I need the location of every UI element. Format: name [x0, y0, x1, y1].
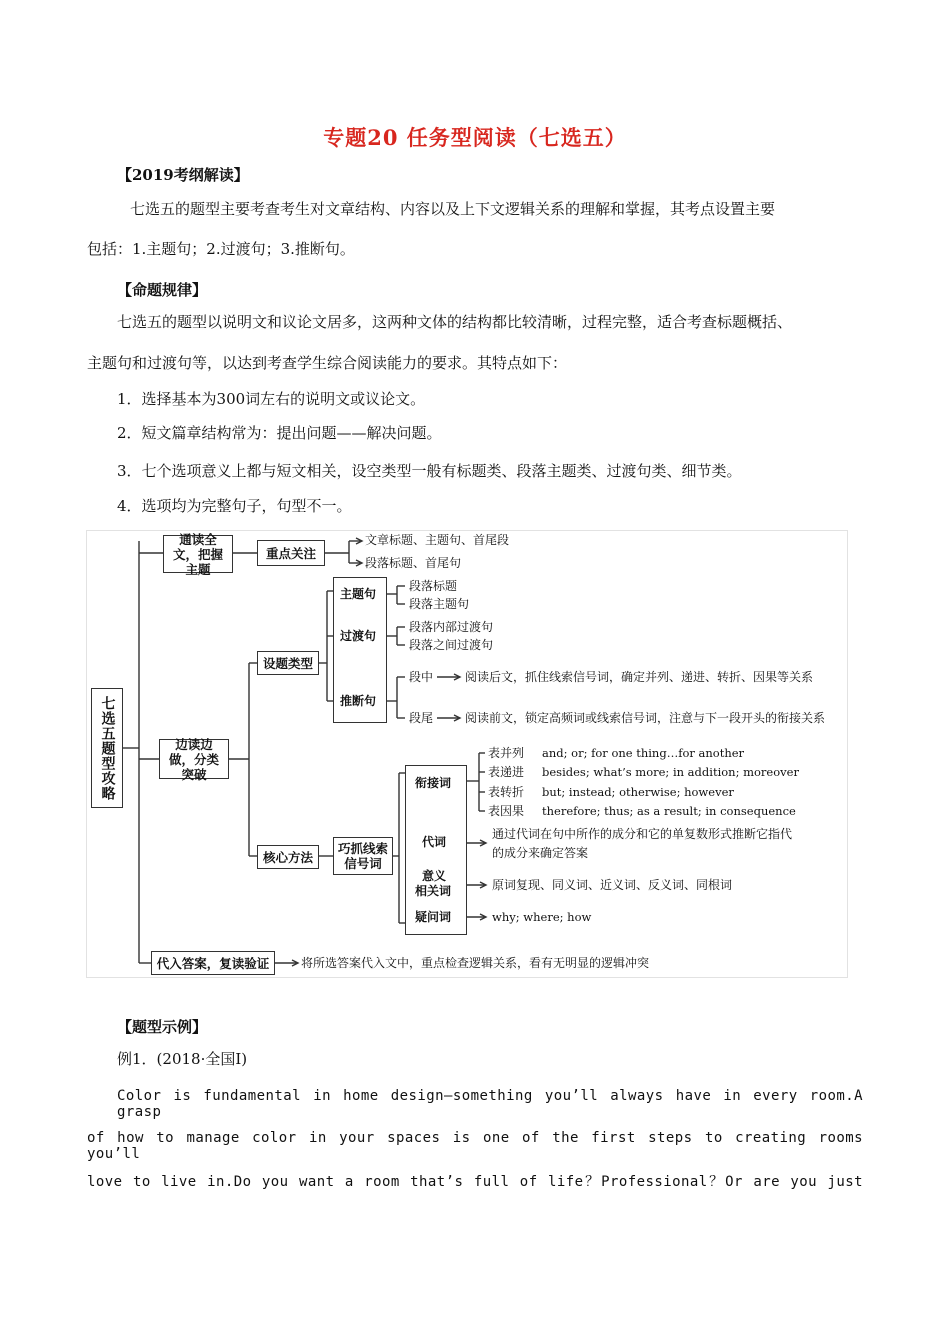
diagram-branch-read-whole [163, 531, 233, 577]
diagram-node-label: 巧抓线索信号词 [338, 841, 389, 871]
diagram-leaf: 段落主题句 [409, 597, 470, 611]
diagram-node-label: 设题类型 [262, 655, 313, 671]
diagram-clue-words [333, 837, 393, 875]
diagram-leaf: 文章标题、主题句、首尾段 [365, 533, 510, 547]
diagram-connect-key: 表递进 [488, 765, 525, 779]
diagram-focus [257, 540, 325, 566]
diagram-connect-key: 表转折 [488, 785, 525, 799]
diagram-connect-key: 表并列 [488, 746, 525, 760]
diagram-infer-mid-text: 阅读后文，抓住线索信号词，确定并列、递进、转折、因果等关系 [465, 670, 814, 684]
diagram-question-text: why; where; how [492, 910, 592, 924]
diagram-meaning1: 意义 [422, 869, 447, 883]
diagram-question-types [257, 651, 319, 675]
example-text-line: Color is fundamental in home design—something you’ll always have in every room.A grasp [117, 1088, 863, 1120]
diagram-trans: 过渡句 [340, 629, 377, 643]
diagram-meaning2: 相关词 [415, 884, 452, 898]
diagram-topic: 主题句 [340, 587, 377, 601]
section-heading-rules: 【命题规律】 [117, 281, 208, 299]
diagram-question: 疑问词 [415, 910, 452, 924]
rules-item: 4．选项均为完整句子，句型不一。 [117, 497, 352, 515]
diagram-node-label: 重点关注 [265, 545, 316, 561]
section-heading-example: 【题型示例】 [117, 1018, 208, 1036]
diagram-leaf: 段落标题、首尾句 [365, 556, 462, 570]
diagram-pronoun-text: 通过代词在句中所作的成分和它的单复数形式推断它指代 [492, 827, 793, 841]
diagram-branch-verify [151, 951, 275, 975]
diagram-branch-read-do [159, 736, 229, 782]
diagram-infer: 推断句 [340, 694, 377, 708]
diagram-root-label: 七选五题型攻略 [99, 695, 116, 801]
rules-item: 1．选择基本为300词左右的说明文或议论文。 [117, 390, 426, 408]
diagram-connect-value: therefore; thus; as a result; in consequence [542, 804, 796, 818]
diagram-connect-value: but; instead; otherwise; however [542, 785, 734, 799]
diagram-connect-value: and; or; for one thing…for another [542, 746, 745, 760]
diagram-leaf: 段落内部过渡句 [409, 620, 494, 634]
diagram-branch-label: 通读全文，把握主题 [172, 531, 223, 577]
diagram-infer-end-text: 阅读前文，锁定高频词或线索信号词，注意与下一段开头的衔接关系 [465, 711, 826, 725]
diagram-connect: 衔接词 [415, 776, 452, 790]
example-text-line: love to live in.Do you want a room that’s full of life？Professional？Or are you just [87, 1174, 863, 1190]
diagram-connect-key: 表因果 [488, 804, 525, 818]
outline-text-line2: 包括：1.主题句；2.过渡句；3.推断句。 [87, 240, 355, 258]
section-heading-outline: 【2019考纲解读】 [117, 166, 249, 184]
rules-item: 2．短文篇章结构常为：提出问题——解决问题。 [117, 424, 442, 442]
page-title: 专题20 任务型阅读（七选五） [323, 125, 627, 150]
example-text-line: of how to manage color in your spaces is one of the first steps to creating rooms you’ll [87, 1130, 863, 1162]
diagram-leaf: 段落之间过渡句 [409, 638, 494, 652]
diagram-root [91, 688, 123, 808]
diagram-infer-mid: 段中 [409, 670, 434, 684]
strategy-diagram [86, 530, 848, 978]
rules-item: 3．七个选项意义上都与短文相关，设空类型一般有标题类、段落主题类、过渡句类、细节类。 [117, 462, 742, 480]
rules-text-line2: 主题句和过渡句等，以达到考查学生综合阅读能力的要求。其特点如下： [87, 354, 568, 372]
diagram-node-label: 核心方法 [262, 849, 313, 865]
diagram-leaf: 段落标题 [409, 579, 458, 593]
diagram-pronoun: 代词 [422, 835, 447, 849]
diagram-branch-label: 代入答案，复读验证 [156, 955, 270, 971]
example-label: 例1．(2018·全国Ⅰ) [117, 1050, 248, 1068]
diagram-infer-end: 段尾 [409, 711, 434, 725]
diagram-core-method [257, 845, 319, 869]
diagram-branch-label: 边读边做，分类突破 [168, 736, 219, 782]
diagram-connect-value: besides; what’s more; in addition; moreover [542, 765, 799, 779]
diagram-meaning-text: 原词复现、同义词、近义词、反义词、同根词 [492, 878, 733, 892]
outline-text-line1: 七选五的题型主要考查考生对文章结构、内容以及上下文逻辑关系的理解和掌握，其考点设置主要 [130, 200, 776, 218]
diagram-pronoun-text: 的成分来确定答案 [492, 846, 589, 860]
rules-text-line1: 七选五的题型以说明文和议论文居多，这两种文体的结构都比较清晰，过程完整，适合考查标题概括、 [117, 313, 793, 331]
diagram-verify-text: 将所选答案代入文中，重点检查逻辑关系，看有无明显的逻辑冲突 [301, 956, 650, 970]
